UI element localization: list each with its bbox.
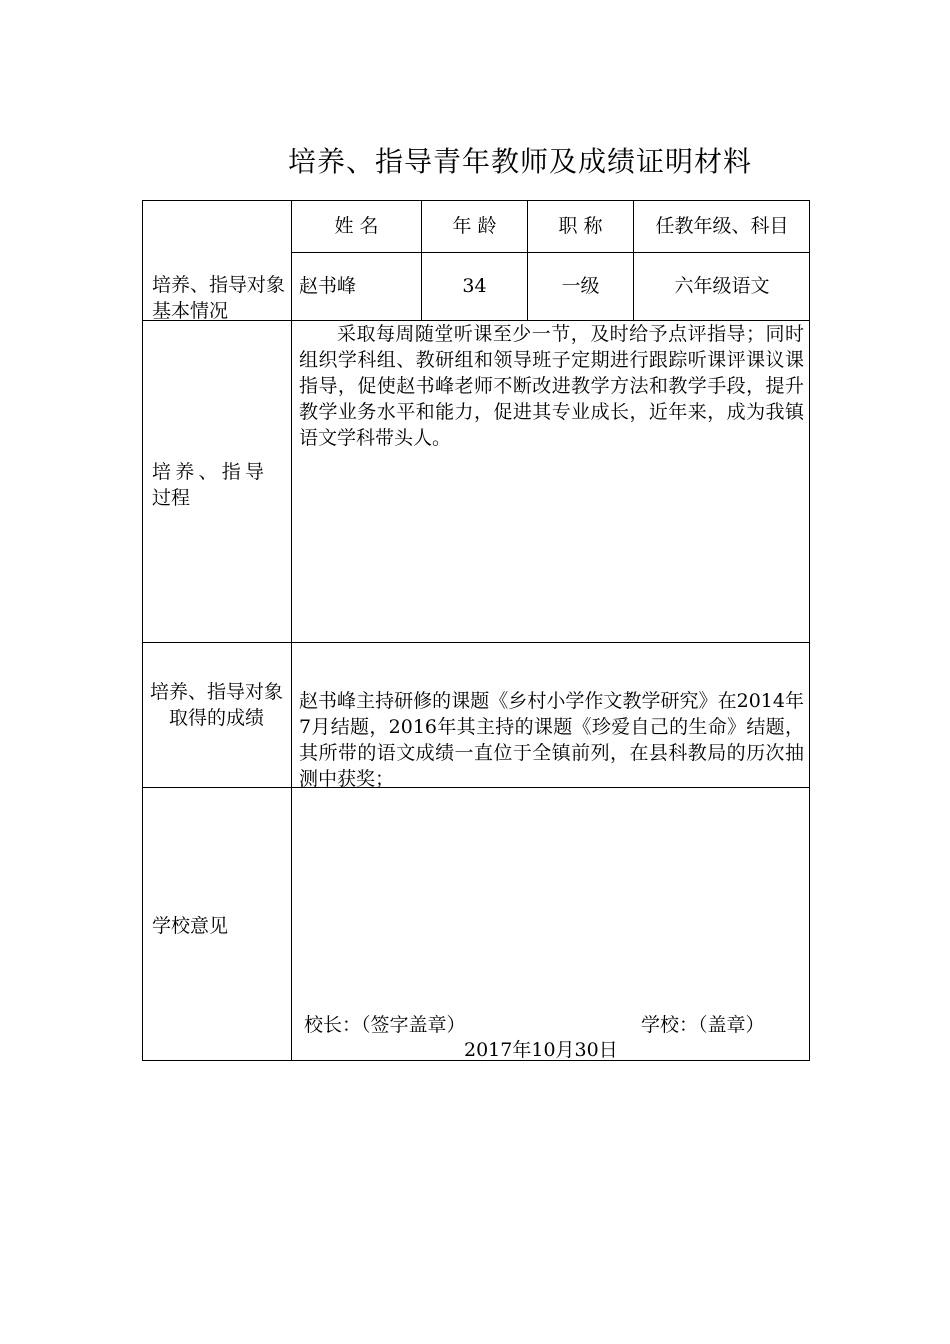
value-age: 34: [462, 275, 487, 297]
document-title: 培养、指导青年教师及成绩证明材料: [287, 145, 752, 178]
header-grade-subject: 任教年级、科目: [655, 215, 789, 237]
header-name: 姓 名: [334, 215, 379, 237]
signature-date: 2017年10月30日: [464, 1039, 618, 1061]
header-row-divider: [291, 252, 810, 253]
label-basic-info: 培养、指导对象基本情况: [152, 274, 286, 322]
row-divider-2: [143, 642, 810, 643]
school-seal: 学校：（盖章）: [641, 1014, 765, 1036]
value-name: 赵书峰: [299, 275, 357, 297]
header-age: 年 龄: [452, 215, 497, 237]
process-text: 采取每周随堂听课至少一节，及时给予点评指导；同时组织学科组、教研组和领导班子定期进行跟踪听课评课议课指导，促使赵书峰老师不断改进教学方法和教学手段，提升教学业务水平和能力，促进其专业成长，近年来，成为我镇语文学科带头人。: [299, 323, 804, 449]
certification-form: [142, 200, 810, 1061]
value-title: 一级: [561, 275, 600, 297]
label-achievements: 培养、指导对象取得的成绩: [150, 681, 284, 729]
achievement-text: 赵书峰主持研修的课题《乡村小学作文教学研究》在2014年7月结题，2016年其主持的课题《珍爱自己的生命》结题，其所带的语文成绩一直位于全镇前列，在县科教局的历次抽测中获奖；: [299, 690, 804, 790]
value-grade-subject: 六年级语文: [674, 275, 770, 297]
label-column-divider: [291, 201, 292, 1061]
label-school-opinion: 学校意见: [152, 915, 229, 937]
header-title: 职 称: [558, 215, 603, 237]
label-process: 培养、指导过程: [152, 461, 264, 509]
principal-signature: 校长：（签字盖章）: [304, 1014, 466, 1036]
